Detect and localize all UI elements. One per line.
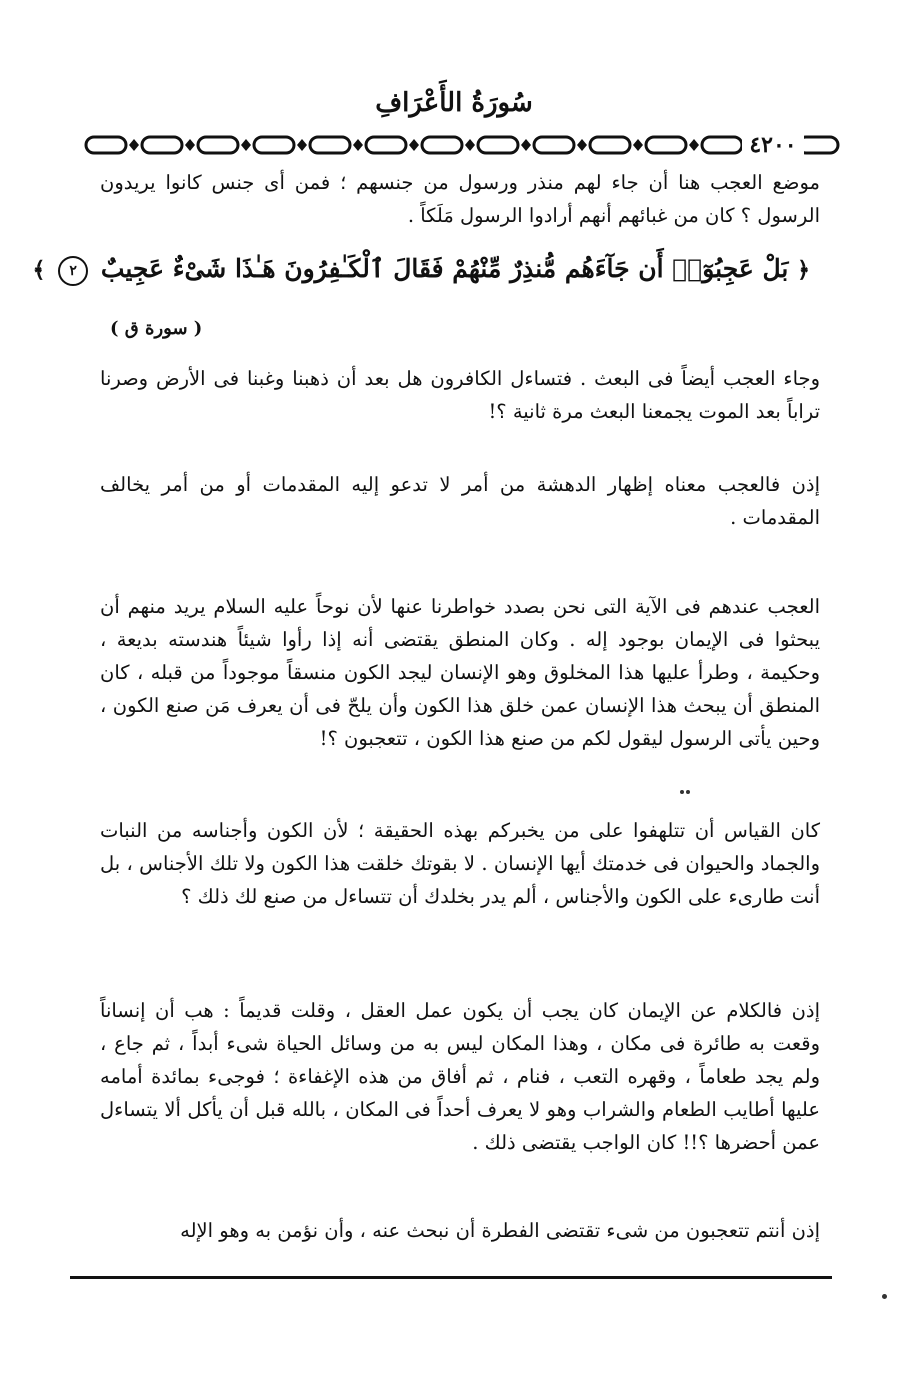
paragraph-6: إذن فالكلام عن الإيمان كان يجب أن يكون عمل العقل ، وقلت قديماً : هب أن إنساناً وقعت به طائرة فى مكان ، وهذا المكان ليس به من وسائل الحياة شىء أبداً ، ثم جاع ، ولم يجد طعاماً ، وقهره التعب ، فنام ، ثم أفاق من هذه الإغفاءة ؛ فوجىء بمائدة أمامه عليها أطايب الطعام والشراب وهو لا يعرف أحداً فى المكان ، بالله قبل أن يأكل ألا يتساءل عمن أحضرها ؟!! كان الواجب يقتضى ذلك .: [100, 999, 820, 1154]
verse-reference: ( سورة ق ): [110, 318, 203, 339]
paragraph-4: العجب عندهم فى الآية التى نحن بصدد خواطرنا عنها لأن نوحاً عليه السلام يريد منهم أن يبحثوا فى الإيمان بوجود إله . وكان المنطق يقتضى أنه إذا رأوا شيئاً هندسته بديعة ، وحكيمة ، وطرأ عليها هذا المخلوق وهو الإنسان ليجد الكون منسقاً موجوداً من قبله ، كان المنطق أن يبحث هذا الإنسان عمن خلق هذا الكون وأن يلحّ فى أن يعرف مَن صنع الكون ، وحين يأتى الرسول ليقول لكم من صنع هذا الكون ، تتعجبون ؟!: [100, 595, 820, 750]
ornamental-border: [80, 130, 840, 160]
paragraph-2: وجاء العجب أيضاً فى البعث . فتساءل الكافرون هل بعد أن ذهبنا وغبنا فى الأرض وصرنا تراباً بعد الموت يجمعنا البعث مرة ثانية ؟!: [100, 367, 820, 423]
print-speck: [882, 1294, 887, 1299]
verse-open-bracket: ﴿: [797, 257, 810, 283]
print-speck: [686, 790, 690, 794]
paragraph-3: إذن فالعجب معناه إظهار الدهشة من أمر لا تدعو إليه المقدمات أو من أمر يخالف المقدمات .: [100, 473, 820, 529]
print-speck: [680, 790, 684, 794]
paragraph-7: إذن أنتم تتعجبون من شىء تقتضى الفطرة أن نبحث عنه ، وأن نؤمن به وهو الإله: [180, 1219, 820, 1242]
paragraph-5: كان القياس أن تتلهفوا على من يخبركم بهذه الحقيقة ؛ لأن الكون وأجناسه من النبات والجماد والحيوان فى خدمتك أيها الإنسان . لا بقوتك خلقت هذا الكون ولا تلك الأجناس ، بل أنت طارىء على الكون والأجناس ، ألم يدر بخلدك أن تتساءل من صنع لك ذلك ؟: [100, 819, 820, 908]
footer-rule: [70, 1276, 832, 1279]
paragraph-1: موضع العجب هنا أن جاء لهم منذر ورسول من جنسهم ؛ فمن أى جنس كانوا يريدون الرسول ؟ كان من غبائهم أنهم أرادوا الرسول مَلَكاً .: [100, 171, 820, 227]
quran-verse: [32, 254, 810, 286]
verse-close-bracket: ﴾: [32, 257, 46, 283]
verse-text: بَلْ عَجِبُوٓا۟ أَن جَآءَهُم مُّنذِرٌ مِّنْهُمْ فَقَالَ ٱلْكَـٰفِرُونَ هَـٰذَا شَىْءٌ عَجِيبٌ: [100, 254, 789, 283]
ayah-number-badge: ٢: [58, 256, 88, 286]
page-number: ٤٢٠٠: [742, 132, 804, 158]
page-title: سُورَةُ الأَعْرَافِ: [375, 88, 533, 118]
